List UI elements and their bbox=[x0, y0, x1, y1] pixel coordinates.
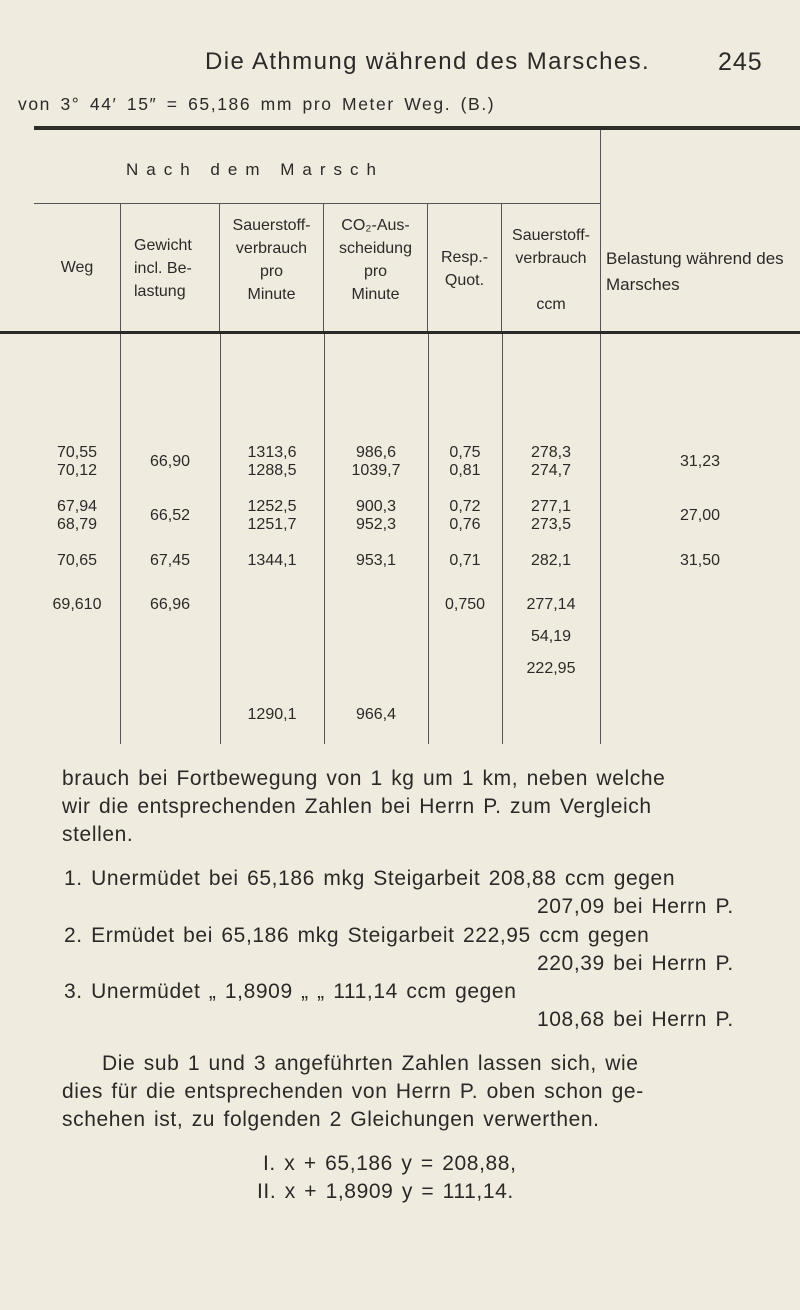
cell-value: 277,1 bbox=[530, 498, 572, 515]
cell-o2: 1344,1 bbox=[247, 552, 297, 569]
col-header-o2 bbox=[220, 204, 324, 332]
cell-rq bbox=[428, 498, 502, 534]
cell-value: 1252,5 bbox=[247, 498, 297, 515]
cell-belastung: 31,23 bbox=[679, 453, 721, 470]
cell-value: 274,7 bbox=[530, 462, 572, 479]
cell-value: 1251,7 bbox=[247, 516, 297, 533]
header-group-label: Nach dem Marsch bbox=[126, 160, 384, 179]
col-label-line: pro bbox=[363, 263, 388, 280]
text-line: brauch bei Fortbewegung von 1 kg um 1 km, neben welche bbox=[62, 767, 666, 790]
cell-rq: 0,750 bbox=[444, 596, 486, 613]
col-label-line: Minute bbox=[247, 286, 296, 303]
cell-value: 277,14 bbox=[526, 596, 576, 613]
col-label-line: incl. Be- bbox=[134, 260, 192, 277]
col-label-line: scheidung bbox=[339, 240, 412, 257]
col-divider bbox=[324, 334, 325, 744]
cell-value: 70,12 bbox=[56, 462, 98, 479]
cell-co2: 953,1 bbox=[355, 552, 397, 569]
list-item-2: 2. Ermüdet bei 65,186 mkg Steigarbeit 222,95 ccm gegen bbox=[64, 924, 650, 947]
text-line: wir die entsprechenden Zahlen bei Herrn P. zum Vergleich bbox=[62, 795, 652, 818]
col-header-co2 bbox=[324, 204, 428, 332]
cell-value: 0,72 bbox=[449, 498, 481, 515]
col-label-line: verbrauch bbox=[515, 250, 587, 267]
cell-value: 67,94 bbox=[56, 498, 98, 515]
col-label-line: Sauerstoff- bbox=[232, 217, 311, 234]
col-label-line: ccm bbox=[536, 296, 566, 313]
cell-rq bbox=[428, 444, 502, 480]
cell-weg: 70,65 bbox=[56, 552, 98, 569]
cell-o2ccm bbox=[502, 596, 600, 678]
col-divider bbox=[600, 334, 601, 744]
cell-value: 68,79 bbox=[56, 516, 98, 533]
cell-value: 900,3 bbox=[355, 498, 397, 515]
cell-value: 222,95 bbox=[526, 660, 576, 677]
col-label-line: Sauerstoff- bbox=[512, 227, 590, 244]
col-label-line: lastung bbox=[134, 283, 186, 300]
list-item-3: 3. Unermüdet „ 1,8909 „ „ 111,14 ccm gegen bbox=[64, 980, 517, 1003]
belastung-label: Belastung während des Marsches bbox=[606, 249, 784, 294]
cell-co2 bbox=[324, 444, 428, 480]
col-label-weg: Weg bbox=[60, 259, 94, 276]
col-label-line: CO₂-Aus- bbox=[341, 217, 410, 234]
cell-gewicht: 66,90 bbox=[149, 453, 191, 470]
table-caption: von 3° 44′ 15″ = 65,186 mm pro Meter Weg. (B.) bbox=[18, 94, 496, 114]
cell-weg bbox=[34, 444, 120, 480]
list-item-1-cont: 207,09 bei Herrn P. bbox=[537, 895, 734, 918]
cell-gewicht: 67,45 bbox=[149, 552, 191, 569]
col-label-line: Gewicht bbox=[134, 237, 192, 254]
col-header-gewicht bbox=[120, 204, 220, 332]
total-co2: 966,4 bbox=[355, 706, 397, 723]
cell-value: 1313,6 bbox=[247, 444, 297, 461]
col-divider bbox=[120, 334, 121, 744]
cell-weg: 69,610 bbox=[52, 596, 102, 613]
text-line: schehen ist, zu folgenden 2 Gleichungen verwerthen. bbox=[62, 1108, 600, 1131]
cell-gewicht: 66,52 bbox=[149, 507, 191, 524]
header-right-label bbox=[606, 246, 800, 298]
col-label-line: Resp.- bbox=[440, 249, 489, 266]
total-o2: 1290,1 bbox=[247, 706, 297, 723]
col-label-line: verbrauch bbox=[235, 240, 308, 257]
col-label-line: Quot. bbox=[444, 272, 485, 289]
cell-value: 273,5 bbox=[530, 516, 572, 533]
cell-o2ccm bbox=[502, 498, 600, 534]
equation-1: I. x + 65,186 y = 208,88, bbox=[263, 1152, 517, 1175]
cell-o2 bbox=[220, 498, 324, 534]
running-head bbox=[0, 48, 800, 78]
cell-value: 0,75 bbox=[449, 444, 481, 461]
col-divider bbox=[428, 334, 429, 744]
cell-value: 70,55 bbox=[56, 444, 98, 461]
cell-o2ccm: 282,1 bbox=[530, 552, 572, 569]
list-item-2-cont: 220,39 bei Herrn P. bbox=[537, 952, 734, 975]
cell-co2 bbox=[324, 498, 428, 534]
cell-value: 54,19 bbox=[530, 628, 572, 645]
cell-weg bbox=[34, 498, 120, 534]
col-header-weg bbox=[34, 204, 121, 332]
cell-rq: 0,71 bbox=[449, 552, 481, 569]
cell-belastung: 31,50 bbox=[679, 552, 721, 569]
running-head-title: Die Athmung während des Marsches. bbox=[205, 48, 651, 75]
cell-belastung: 27,00 bbox=[679, 507, 721, 524]
cell-value: 1039,7 bbox=[351, 462, 401, 479]
text-line: Die sub 1 und 3 angeführten Zahlen lassen sich, wie bbox=[102, 1052, 639, 1075]
col-divider bbox=[220, 334, 221, 744]
list-item-3-cont: 108,68 bei Herrn P. bbox=[537, 1008, 734, 1031]
cell-value: 278,3 bbox=[530, 444, 572, 461]
col-label-line: Minute bbox=[351, 286, 400, 303]
cell-value: 0,76 bbox=[449, 516, 481, 533]
cell-gewicht: 66,96 bbox=[149, 596, 191, 613]
text-line: stellen. bbox=[62, 823, 134, 846]
header-right-divider bbox=[600, 130, 601, 332]
cell-o2ccm bbox=[502, 444, 600, 480]
table-body bbox=[34, 334, 800, 744]
col-label-spacer bbox=[502, 270, 600, 293]
table-header bbox=[34, 130, 800, 332]
col-header-o2ccm bbox=[502, 204, 600, 332]
cell-o2 bbox=[220, 444, 324, 480]
col-divider bbox=[502, 334, 503, 744]
cell-value: 0,81 bbox=[449, 462, 481, 479]
text-line: dies für die entsprechenden von Herrn P. oben schon ge- bbox=[62, 1080, 644, 1103]
list-item-1: 1. Unermüdet bei 65,186 mkg Steigarbeit 208,88 ccm gegen bbox=[64, 867, 676, 890]
cell-value: 986,6 bbox=[355, 444, 397, 461]
col-header-rq bbox=[428, 204, 502, 332]
cell-value: 952,3 bbox=[355, 516, 397, 533]
cell-value: 1288,5 bbox=[247, 462, 297, 479]
page-number: 245 bbox=[718, 48, 763, 76]
equation-2: II. x + 1,8909 y = 111,14. bbox=[257, 1180, 514, 1203]
col-label-line: pro bbox=[259, 263, 284, 280]
